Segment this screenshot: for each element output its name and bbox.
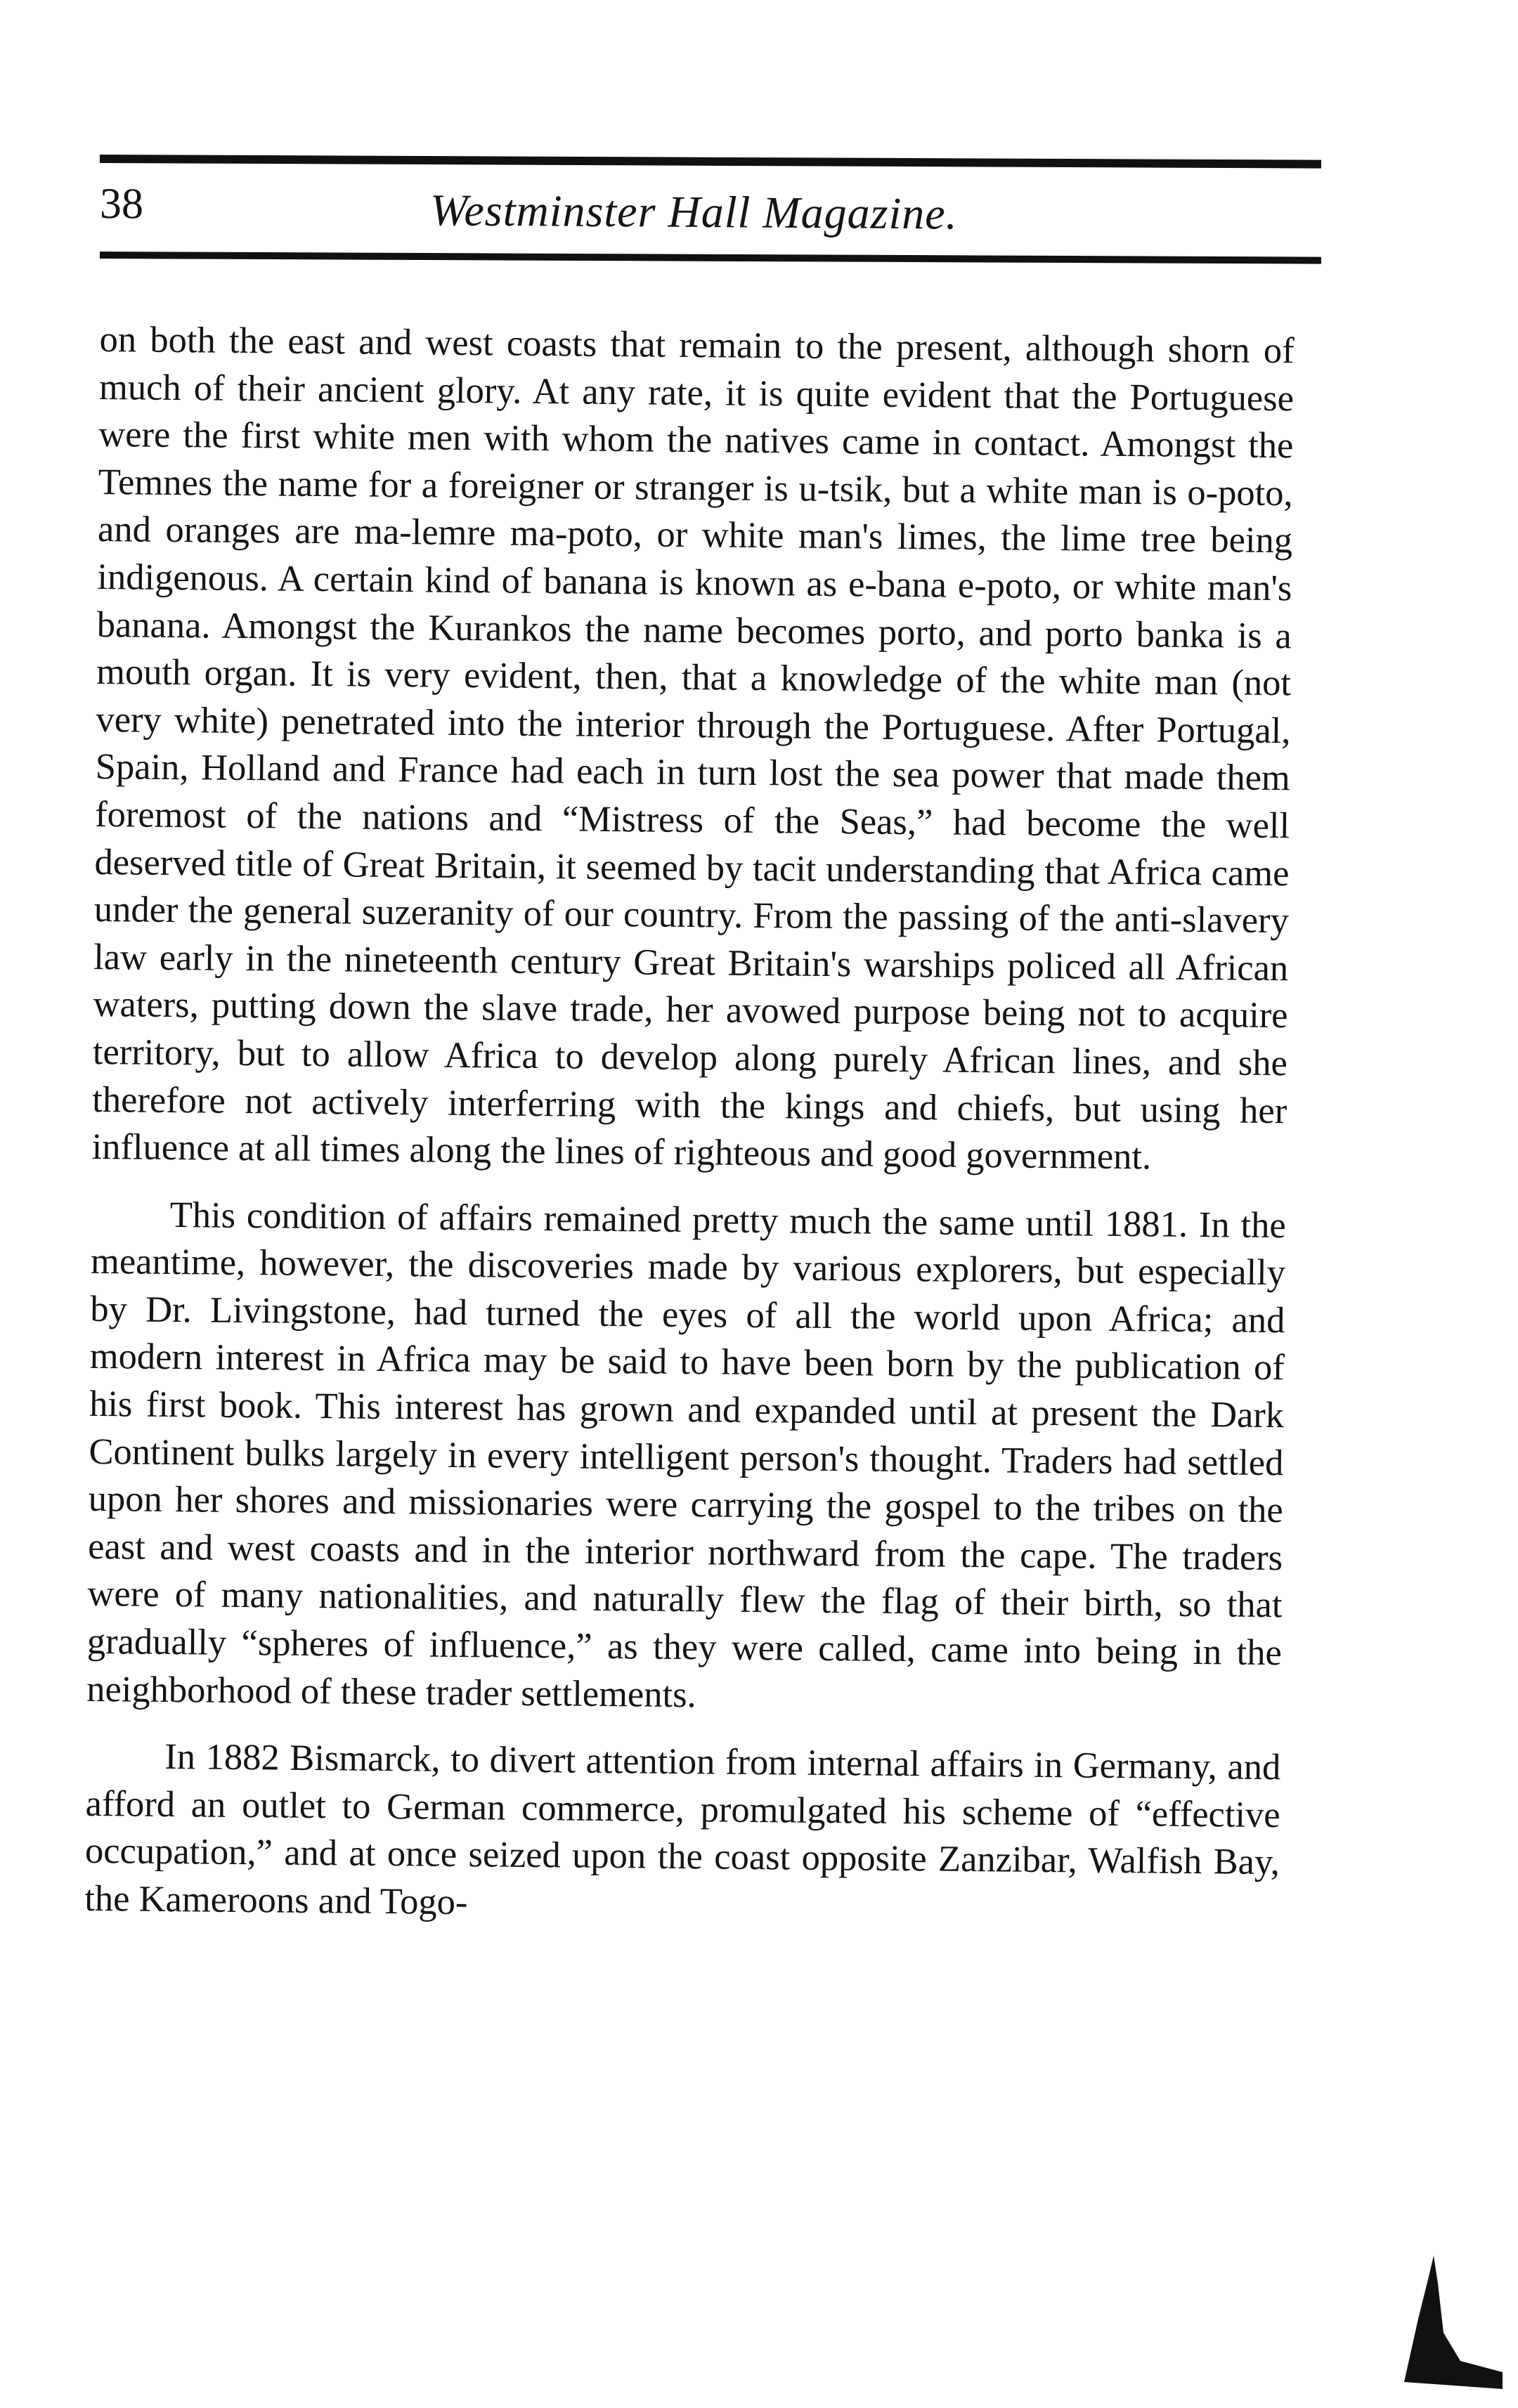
paragraph-conditions-1881: This condition of affairs remained pretty much the same until 1881. In the meantime, however, the discoveries made by various explorers, but especially by Dr. Livingstone, had turned the eyes of all the world upon Africa; and modern interest in Africa may be said to have been born by the publication of his first book. This interest has grown and expanded until at present the Dark Continent bulks largely in every intelligent person's thought. Traders had settled upon her shores and missionaries were carrying the gospel to the tribes on the east and west coasts and in the interior northward from the cape. The traders were of many nationalities, and naturally flew the flag of their birth, so that gradually “spheres of influence,” as they were called, came into being in the neighborhood of these trader settlements.: [86, 1194, 1286, 1715]
header-rule-bottom: [100, 252, 1321, 264]
scan-edge-mark: [1376, 2234, 1503, 2389]
paragraph-bismarck-1882: In 1882 Bismarck, to divert attention from internal affairs in Germany, and afford an outlet to German commerce, promulgated his scheme of “effective occupation,” and at once seized upon the coast opposite Zanzibar, Walfish Bay, the Kameroons and Togo-: [84, 1736, 1281, 1923]
running-header: [100, 173, 1322, 252]
running-title: Westminster Hall Magazine.: [429, 185, 958, 239]
paragraph-continuation: on both the east and west coasts that remain to the present, although shorn of much of their ancient glory. At any rate, it is quite evident that the Portuguese were the first white men with whom the natives came in contact. Amongst the Temnes the name for a foreigner or stranger is u-tsik, but a white man is o-poto, and oranges are ma-lemre ma-poto, or white man's limes, the lime tree being indigenous. A certain kind of banana is known as e-bana e-poto, or white man's banana. Amongst the Kurankos the name becomes porto, and porto banka is a mouth organ. It is very evident, then, that a knowledge of the white man (not very white) penetrated into the interior through the Portuguese. After Portugal, Spain, Holland and France had each in turn lost the sea power that made them foremost of the nations and “Mistress of the Seas,” had become the well deserved title of Great Britain, it seemed by tacit understanding that Africa came under the general suzeranity of our country. From the passing of the anti-slavery law early in the nineteenth century Great Britain's warships policed all African waters, putting down the slave trade, her avowed purpose being not to acquire territory, but to allow Africa to develop along purely African lines, and she therefore not actively interferring with the kings and chiefs, but using her influence at all times along the lines of righteous and good government.: [91, 318, 1295, 1178]
article-body: [84, 316, 1295, 1934]
header-rule-top: [100, 155, 1321, 169]
page-number: 38: [99, 180, 144, 228]
